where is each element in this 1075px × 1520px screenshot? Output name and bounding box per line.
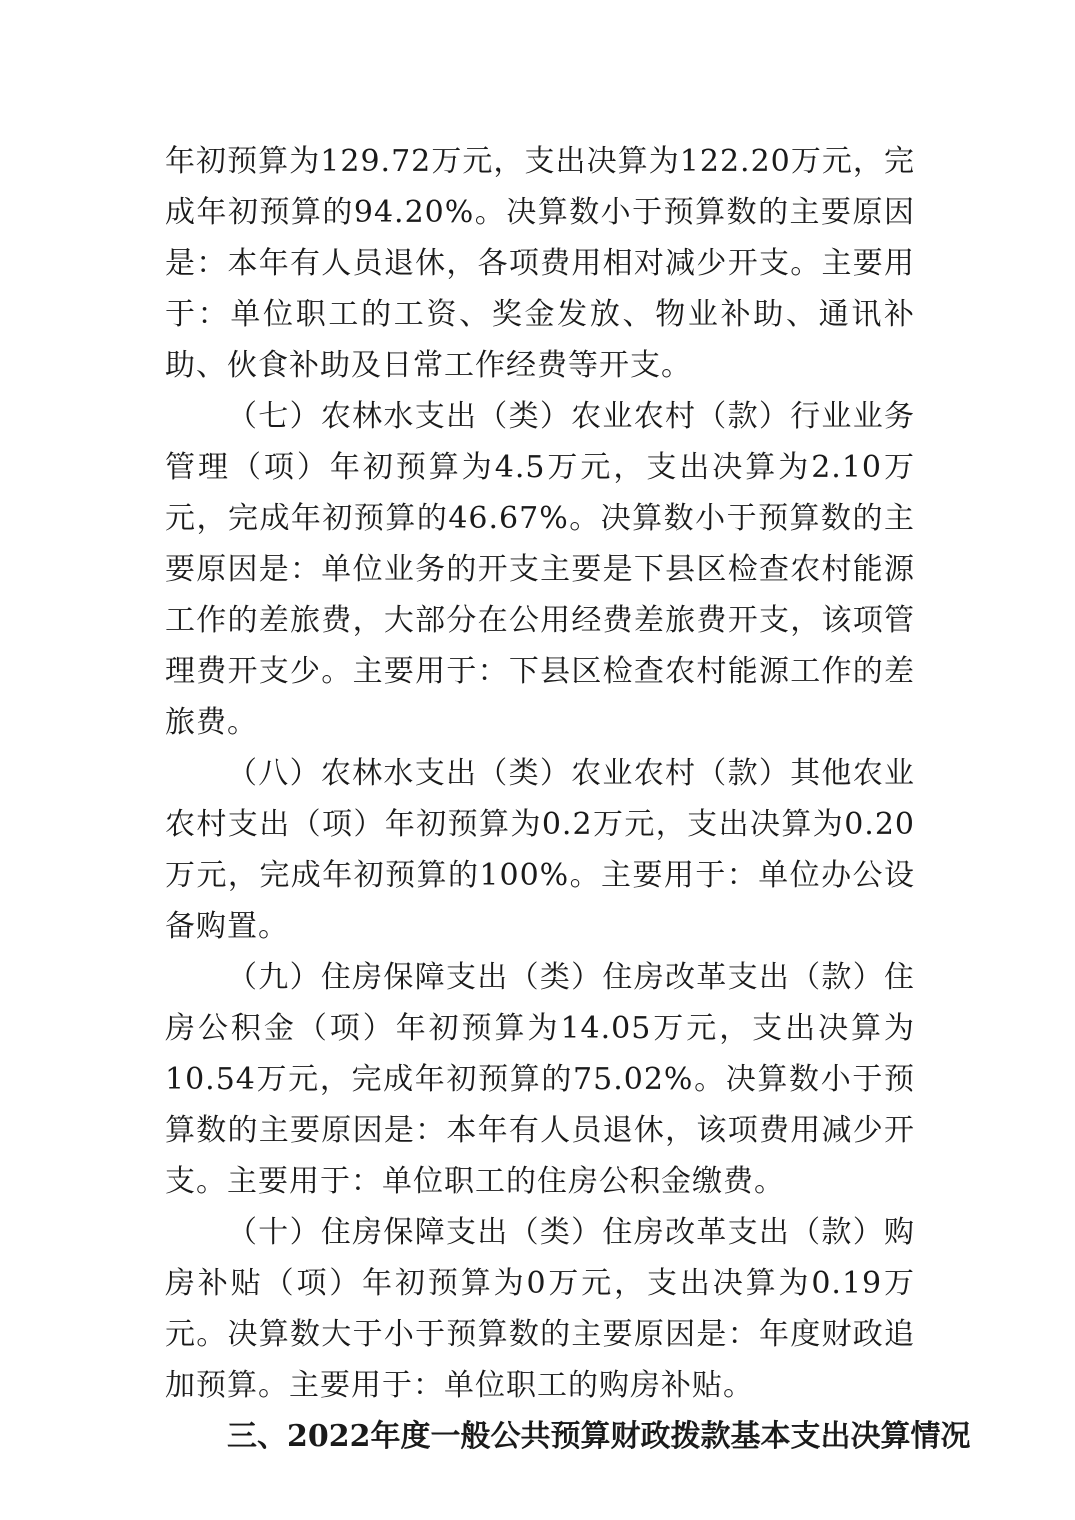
paragraph-continued: 年初预算为129.72万元，支出决算为122.20万元，完成年初预算的94.20%。决算数小于预算数的主要原因是：本年有人员退休，各项费用相对减少开支。主要用于：单位职工的工资、奖金发放、物业补助、通讯补助、伙食补助及日常工作经费等开支。: [165, 144, 915, 383]
document-body: [165, 136, 971, 1462]
paragraph-item-9: （九）住房保障支出（类）住房改革支出（款）住房公积金（项）年初预算为14.05万元，支出决算为10.54万元，完成年初预算的75.02%。决算数小于预算数的主要原因是：本年有人员退休，该项费用减少开支。主要用于：单位职工的住房公积金缴费。: [165, 960, 915, 1199]
paragraph-item-10: （十）住房保障支出（类）住房改革支出（款）购房补贴（项）年初预算为0万元，支出决算为0.19万元。决算数大于小于预算数的主要原因是：年度财政追加预算。主要用于：单位职工的购房补贴。: [165, 1215, 915, 1403]
section-heading: 三、2022年度一般公共预算财政拨款基本支出决算情况: [227, 1419, 971, 1454]
paragraph-item-7: （七）农林水支出（类）农业农村（款）行业业务管理（项）年初预算为4.5万元，支出决算为2.10万元，完成年初预算的46.67%。决算数小于预算数的主要原因是：单位业务的开支主要是下县区检查农村能源工作的差旅费，大部分在公用经费差旅费开支，该项管理费开支少。主要用于：下县区检查农村能源工作的差旅费。: [165, 399, 915, 740]
paragraph-item-8: （八）农林水支出（类）农业农村（款）其他农业农村支出（项）年初预算为0.2万元，支出决算为0.20万元，完成年初预算的100%。主要用于：单位办公设备购置。: [165, 756, 915, 944]
